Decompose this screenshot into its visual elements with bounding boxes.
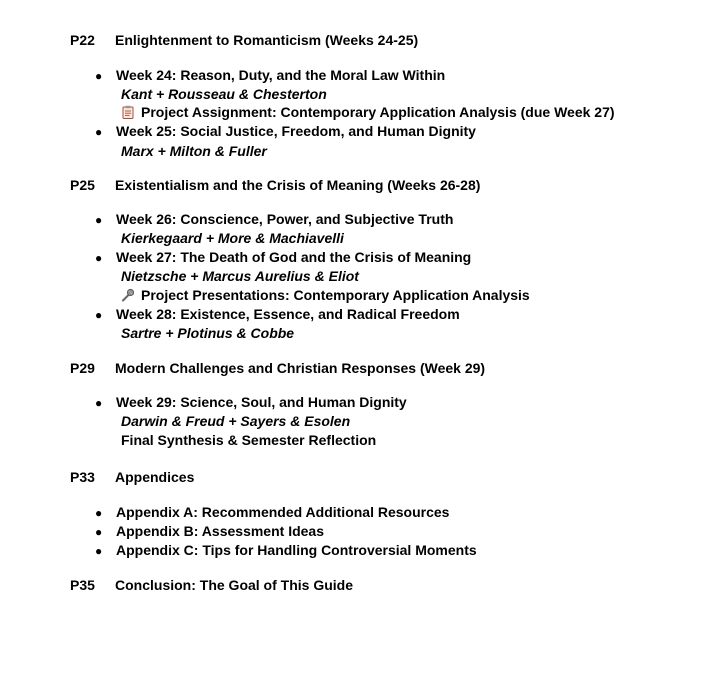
list-item-authors: Nietzsche + Marcus Aurelius & Eliot [121,268,359,284]
bullet-icon: ● [95,525,103,539]
list-item-title: Week 29: Science, Soul, and Human Dignity [116,394,407,410]
section-page-number: P35 [70,577,95,593]
list-item-authors: Sartre + Plotinus & Cobbe [121,325,295,341]
list-item-title: Week 28: Existence, Essence, and Radical Freedom [116,306,460,322]
list-item [95,523,324,539]
list-item-note [121,287,530,303]
bullet-icon: ● [95,506,103,520]
list-item-extra: Final Synthesis & Semester Reflection [121,432,377,448]
bullet-icon: ● [95,396,103,410]
list-item [95,542,477,558]
section-heading [70,360,485,376]
section-page-number: P22 [70,32,95,48]
section-page-number: P33 [70,469,95,485]
section-title: Conclusion: The Goal of This Guide [115,577,353,593]
list-item-title: Appendix C: Tips for Handling Controversial Moments [116,542,477,558]
section-title: Enlightenment to Romanticism (Weeks 24-25) [115,32,419,48]
bullet-icon: ● [95,251,103,265]
section-title: Existentialism and the Crisis of Meaning (Weeks 26-28) [115,177,481,193]
list-item-title: Week 27: The Death of God and the Crisis of Meaning [116,249,472,265]
list-item [95,394,407,410]
section-heading [70,577,353,593]
section-page-number: P29 [70,360,95,376]
list-item-authors: Kierkegaard + More & Machiavelli [121,230,344,246]
microphone-icon [121,288,135,302]
list-item-authors: Marx + Milton & Fuller [121,143,267,159]
list-item-title: Week 26: Conscience, Power, and Subjective Truth [116,211,454,227]
list-item-note [121,104,615,120]
list-item [95,123,476,139]
section-heading [70,32,418,48]
section-heading [70,177,480,193]
list-item-authors: Kant + Rousseau & Chesterton [121,86,327,102]
list-item-title: Appendix A: Recommended Additional Resources [116,504,450,520]
list-item-authors: Darwin & Freud + Sayers & Esolen [121,413,351,429]
bullet-icon: ● [95,125,103,139]
bullet-icon: ● [95,308,103,322]
section-page-number: P25 [70,177,95,193]
list-item [95,504,449,520]
note-text: Project Assignment: Contemporary Application Analysis (due Week 27) [141,104,615,120]
bullet-icon: ● [95,69,103,83]
list-item [95,211,453,227]
section-heading [70,469,194,485]
list-item-title: Appendix B: Assessment Ideas [116,523,324,539]
list-item [95,67,445,83]
bullet-icon: ● [95,544,103,558]
list-item [95,249,471,265]
section-title: Modern Challenges and Christian Responses (Week 29) [115,360,486,376]
clipboard-icon [121,105,135,119]
list-item-title: Week 24: Reason, Duty, and the Moral Law Within [116,67,446,83]
bullet-icon: ● [95,213,103,227]
note-text: Project Presentations: Contemporary Application Analysis [141,287,530,303]
list-item [95,306,460,322]
list-item-title: Week 25: Social Justice, Freedom, and Human Dignity [116,123,476,139]
section-title: Appendices [115,469,195,485]
